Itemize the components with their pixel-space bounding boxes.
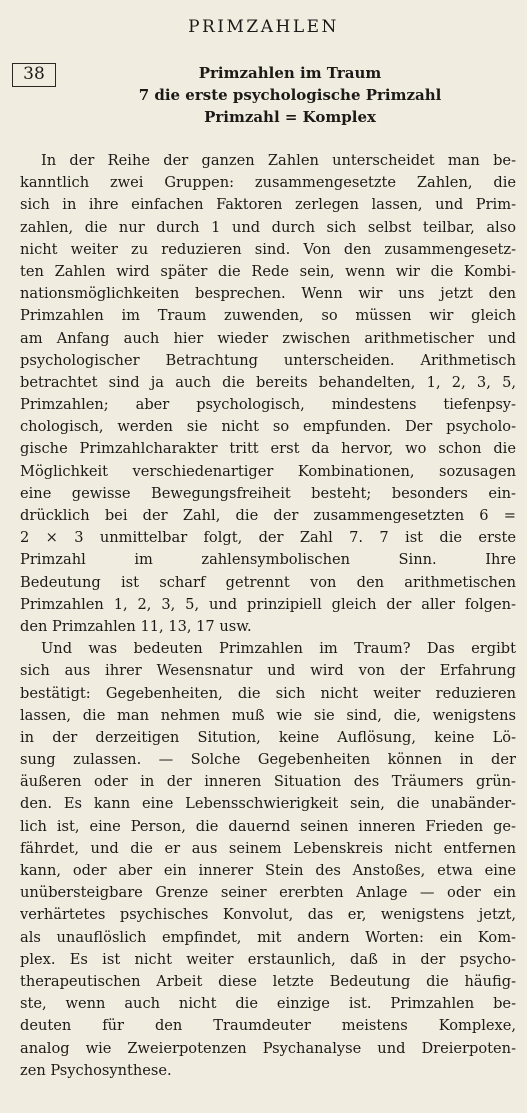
text-line: In der Reihe der ganzen Zahlen unterscheidet man be-	[41, 152, 516, 169]
text-line: Primzahlen 1, 2, 3, 5, und prinzipiell gleich der aller folgen-	[20, 595, 516, 613]
text-line: kanntlich zwei Gruppen: zusammengesetzte Zahlen, die	[20, 174, 516, 192]
text-line: sich aus ihrer Wesensnatur und wird von der Erfahrung	[20, 662, 516, 680]
text-line: den. Es kann eine Lebensschwierigkeit sein, die unabänder-	[20, 795, 516, 813]
text-line: Primzahlen; aber psychologisch, mindestens tiefenpsy-	[20, 396, 516, 414]
text-line: unübersteigbare Grenze seiner ererbten Anlage — oder ein	[20, 884, 516, 902]
text-line: lich ist, eine Person, die dauernd seinen inneren Frieden ge-	[20, 817, 516, 835]
text-line: chologisch, werden sie nicht so empfunden. Der psycholo-	[20, 418, 516, 436]
text-line: Primzahl im zahlensymbolischen Sinn. Ihre	[20, 551, 516, 569]
text-line: Und was bedeuten Primzahlen im Traum? Das ergibt	[41, 640, 516, 658]
text-line: bestätigt: Gegebenheiten, die sich nicht weiter reduzieren	[20, 684, 516, 702]
text-line: nationsmöglichkeiten besprechen. Wenn wir uns jetzt den	[20, 285, 516, 303]
heading-line: Primzahlen im Traum	[198, 64, 382, 82]
text-line: therapeutischen Arbeit diese letzte Bedeutung die häufig-	[20, 972, 516, 990]
text-line: eine gewisse Bewegungsfreiheit besteht; besonders ein-	[20, 484, 516, 502]
text-line: Möglichkeit verschiedenartiger Kombinationen, sozusagen	[20, 462, 516, 480]
text-line: sich in ihre einfachen Faktoren zerlegen lassen, und Prim-	[20, 196, 516, 214]
text-line: den Primzahlen 11, 13, 17 usw.	[20, 617, 252, 635]
text-line: nicht weiter zu reduzieren sind. Von den zusammengesetz-	[20, 240, 516, 258]
text-line: lassen, die man nehmen muß wie sie sind, die, wenigstens	[20, 706, 516, 724]
text-line: drücklich bei der Zahl, die der zusammengesetzten 6 =	[20, 507, 516, 524]
text-line: äußeren oder in der inneren Situation des Träumers grün-	[20, 773, 516, 791]
text-line: gische Primzahlcharakter tritt erst da hervor, wo schon die	[20, 440, 516, 458]
text-line: psychologischer Betrachtung unterscheiden. Arithmetisch	[20, 351, 516, 369]
text-line: Primzahlen im Traum zuwenden, so müssen wir gleich	[20, 307, 516, 325]
body-text	[20, 150, 516, 1082]
text-line: zahlen, die nur durch 1 und durch sich selbst teilbar, also	[20, 218, 516, 236]
text-line: als unauflöslich empfindet, mit andern Worten: ein Kom-	[20, 928, 516, 946]
text-line: in der derzeitigen Sitution, keine Auflösung, keine Lö-	[20, 728, 516, 746]
text-line: kann, oder aber ein innerer Stein des Anstoßes, etwa eine	[20, 862, 516, 879]
text-line: Bedeutung ist scharf getrennt von den arithmetischen	[20, 573, 516, 591]
text-line: ten Zahlen wird später die Rede sein, wenn wir die Kombi-	[20, 262, 516, 280]
text-line: 2 × 3 unmittelbar folgt, der Zahl 7. 7 ist die erste	[20, 529, 516, 547]
text-line: plex. Es ist nicht weiter erstaunlich, daß in der psycho-	[20, 950, 516, 968]
text-line: betrachtet sind ja auch die bereits behandelten, 1, 2, 3, 5,	[20, 373, 516, 391]
text-line: zen Psychosynthese.	[20, 1061, 172, 1079]
text-line: deuten für den Traumdeuter meistens Komplexe,	[20, 1017, 516, 1035]
running-head: PRIMZAHLEN	[188, 17, 339, 37]
heading-line: Primzahl = Komplex	[204, 108, 376, 126]
text-line: am Anfang auch hier wieder zwischen arithmetischer und	[20, 329, 516, 347]
text-line: analog wie Zweierpotenzen Psychanalyse und Dreierpoten-	[20, 1039, 516, 1057]
section-heading	[60, 62, 520, 128]
section-number-box: 38	[12, 63, 56, 87]
text-line: fährdet, und die er aus seinem Lebenskreis nicht entfernen	[20, 839, 516, 857]
heading-line: 7 die erste psychologische Primzahl	[138, 86, 442, 104]
text-line: verhärtetes psychisches Konvolut, das er, wenigstens jetzt,	[20, 906, 516, 924]
text-line: ste, wenn auch nicht die einzige ist. Primzahlen be-	[20, 995, 516, 1013]
text-line: sung zulassen. — Solche Gegebenheiten können in der	[20, 751, 516, 769]
